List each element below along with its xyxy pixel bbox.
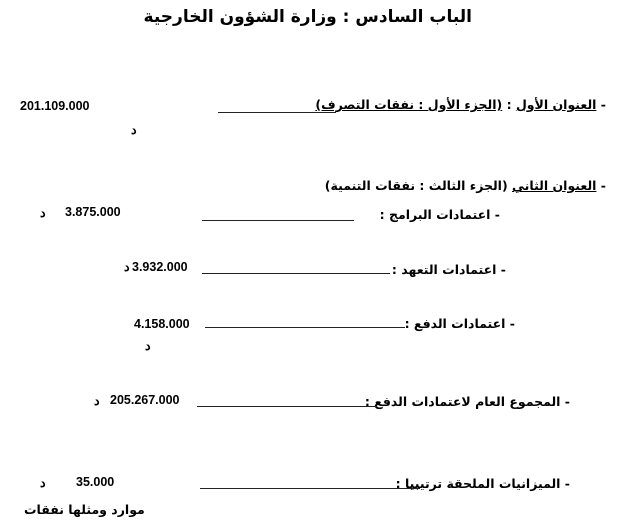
title1-colon: : (506, 97, 512, 112)
title1-leader-line (218, 112, 336, 113)
payments-leader-line (205, 327, 405, 328)
programs-label: - اعتمادات البرامج : (379, 207, 500, 222)
title2-heading: العنوان الثاني (512, 178, 597, 193)
total-leader-line (197, 406, 377, 407)
title1-heading: العنوان الأول (515, 97, 597, 112)
title1-dash: - (600, 97, 606, 112)
page-title: الباب السادس : وزارة الشؤون الخارجية (143, 7, 472, 27)
title1-heading-row (315, 99, 606, 112)
programs-leader-line (202, 220, 354, 221)
total-label: - المجموع العام لاعتمادات الدفع : (364, 394, 570, 409)
annex-leader-line (200, 488, 420, 489)
annex-note: موارد ومثلها نفقات (24, 502, 145, 517)
commitments-label: - اعتمادات التعهد : (391, 262, 506, 277)
title1-amount: 201.109.000 (20, 99, 90, 113)
annex-label: - الميزانيات الملحقة ترتيبيا : (395, 476, 570, 491)
annex-currency: د (40, 476, 46, 490)
title2-subheading: (الجزء الثالث : نفقات التنمية) (324, 178, 508, 193)
title2-dash: - (600, 178, 606, 193)
payments-currency: د (145, 339, 151, 353)
title1-currency: د (131, 123, 137, 137)
commitments-leader-line (202, 273, 390, 274)
payments-label: - اعتمادات الدفع : (404, 316, 515, 331)
commitments-amount: 3.932.000 (132, 260, 188, 274)
title2-heading-row (325, 180, 606, 193)
title1-subheading: (الجزء الأول : نفقات التصرف) (315, 97, 503, 112)
total-amount: 205.267.000 (110, 393, 180, 407)
annex-amount: 35.000 (76, 475, 115, 489)
commitments-currency: د (124, 260, 130, 274)
payments-amount: 4.158.000 (134, 317, 190, 331)
total-currency: د (94, 394, 100, 408)
programs-currency: د (40, 206, 46, 220)
programs-amount: 3.875.000 (65, 205, 121, 219)
